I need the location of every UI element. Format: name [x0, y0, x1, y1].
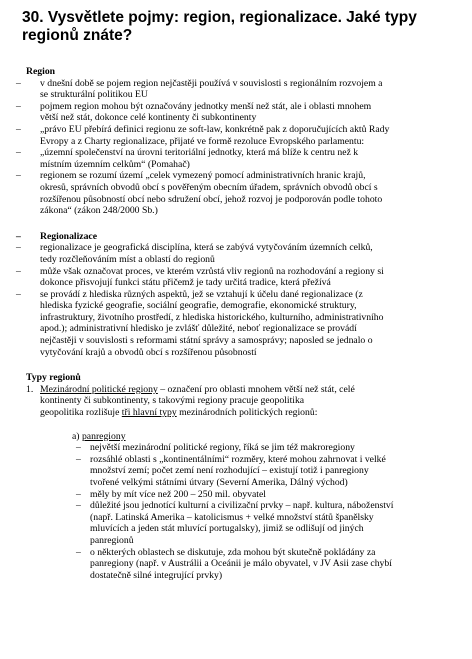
item1-underlined-term: Mezinárodní politické regiony: [40, 383, 158, 395]
item1-line-3b: mezinárodních politických regionů:: [176, 407, 318, 419]
panregiony-list-item: [16, 547, 456, 582]
region-list-item: [16, 170, 456, 216]
panregiony-list-item-line: důležité jsou jednotící kulturní a civilizační prvky – např. kultura, náboženství: [90, 500, 394, 512]
section-title-regionalizace: – Regionalizace: [16, 231, 456, 243]
region-list-item-line: „územní společenství na úrovni teritoriální jednotky, která má blíže k centru než k: [40, 147, 359, 159]
page-title: [22, 9, 452, 45]
region-list-item-line: „právo EU přebírá definici regionu ze soft-law, konkrétně pak z doporučujících aktů Rady: [40, 123, 390, 135]
panregiony-list-item-line: dostatečně silné integrující prvky): [90, 569, 223, 581]
panregiony-list-item: [16, 489, 456, 501]
panregiony-list: [16, 442, 456, 581]
regionalizace-list-item: [16, 289, 456, 359]
region-list-item-line: v dnešní době se pojem region nejčastěji používá v souvislosti s regionálním rozvojem a: [40, 77, 383, 89]
panregiony-list-item-line: množství zemí; počet zemí není rozhodující – existují totiž i panregiony: [90, 465, 369, 477]
regionalizace-list-item-line: apod.); administrativní hledisko je zvlášť důležité, neboť regionalizace se provádí: [40, 323, 357, 335]
region-list-item-line: okresů, správních obvodů obcí s pověřeným obecním úřadem, správních obvodů obcí s: [40, 181, 378, 193]
regionalizace-list-item: [16, 242, 456, 265]
panregiony-list-item-line: o některých oblastech se diskutuje, zda mohou být skutečně pokládány za: [90, 546, 376, 558]
region-list-item: [16, 147, 456, 170]
title-line-2: regionů znáte?: [22, 27, 133, 44]
panregiony-list-item: [16, 454, 456, 489]
item1-line-2: kontinenty či subkontinenty, s takovými regiony pracuje geopolitika: [40, 395, 305, 407]
panregiony-list-item: [16, 442, 456, 454]
item1-line-3a: geopolitika rozlišuje: [40, 407, 122, 419]
region-list-item-line: místním územním celkům“ (Pomahač): [40, 158, 190, 170]
region-list: [16, 78, 456, 217]
panregiony-list-item-line: rozsáhlé oblasti s „kontinentálními“ rozměry, které mohou zahrnovat i velké: [90, 453, 386, 465]
section-title-region: Region: [26, 66, 56, 77]
regionalizace-list-item-line: regionalizace je geografická disciplína, která se zabývá vytyčováním územních celků,: [40, 242, 373, 254]
numbered-item-1: [16, 384, 456, 419]
region-list-item: [16, 78, 456, 101]
region-list-item-line: Evropy a z Charty regionalizace, přijaté ve formě rezoluce Evropského parlamentu:: [40, 135, 365, 147]
region-list-item-line: rozšířenou působností obcí nebo sdružení obcí, jehož rozvoj je podporován podle tohoto: [40, 193, 383, 205]
document-body: [16, 66, 456, 581]
subsection-title-panregiony: [72, 431, 456, 443]
panregiony-list-item: [16, 500, 456, 546]
panregiony-list-item-line: mluvících a jeden stát mluvící portugalsky), jimiž se odlišují od jiných: [90, 523, 364, 535]
region-list-item-line: pojmem region mohou být označovány jednotky menší než stát, ale i oblasti mnohem: [40, 100, 372, 112]
regionalizace-list-item-line: se provádí z hlediska různých aspektů, jež se vztahují k účelu dané regionalizace (z: [40, 288, 363, 300]
panregiony-list-item-line: největší mezinárodní politické regiony, říká se jim též makroregiony: [90, 442, 355, 454]
panregiony-list-item-line: panregiony (např. v Austrálii a Oceánii je málo obyvatel, v JV Asii zase chybí: [90, 558, 392, 570]
regionalizace-list: [16, 242, 456, 358]
regionalizace-list-item: [16, 266, 456, 289]
section-title-typy: Typy regionů: [26, 372, 81, 384]
item1-rest: – označení pro oblasti mnohem větší než stát, celé: [157, 383, 355, 395]
regionalizace-list-item-line: infrastruktury, životního prostředí, z hlediska historického, kulturního, administrativního: [40, 311, 384, 323]
item1-line-3-underlined: tři hlavní typy: [121, 407, 177, 419]
region-list-item: [16, 124, 456, 147]
item-number: 1.: [26, 383, 34, 395]
panregiony-list-item-line: panregionů: [90, 534, 134, 546]
title-line-1: 30. Vysvětlete pojmy: region, regionalizace. Jaké typy: [22, 9, 417, 26]
sub-label: a): [72, 430, 82, 442]
regionalizace-list-item-line: vytyčování krajů a obvodů obcí s rozšířenou působností: [40, 346, 257, 358]
region-list-item-line: regionem se rozumí území „celek vymezený pomocí administrativních hranic krajů,: [40, 170, 366, 182]
regionalizace-list-item-line: hlediska fyzické geografie, sociální geografie, demografie, ekonomické struktury,: [40, 300, 357, 312]
regionalizace-list-item-line: nejčastěji v souvislosti s reformami státní správy a samosprávy; naposled se jednalo o: [40, 335, 373, 347]
panregiony-list-item-line: tvořené velkými státními útvary (Severní Amerika, Dálný východ): [90, 477, 348, 488]
region-list-item-line: větší než stát, dokonce celé kontinenty či subkontinenty: [40, 112, 257, 124]
region-list-item-line: zákona“ (zákon 248/2000 Sb.): [40, 205, 158, 217]
panregiony-list-item-line: (např. Latinská Amerika – katolicismus + velké množství států španělsky: [90, 511, 374, 523]
panregiony-list-item-line: měly by mít více než 200 – 250 mil. obyvatel: [90, 488, 266, 500]
regionalizace-list-item-line: tedy rozčleňováním míst a oblastí do regionů: [40, 253, 215, 265]
sub-title: panregiony: [81, 430, 126, 442]
region-list-item: [16, 101, 456, 124]
regionalizace-list-item-line: může však označovat proces, ve kterém vzrůstá vliv regionů na rozhodování a regiony si: [40, 265, 384, 277]
region-list-item-line: se strukturální politikou EU: [40, 89, 148, 101]
regionalizace-list-item-line: dokonce přisvojují funkci státu přičemž je tady určitá tradice, která přežívá: [40, 277, 331, 289]
